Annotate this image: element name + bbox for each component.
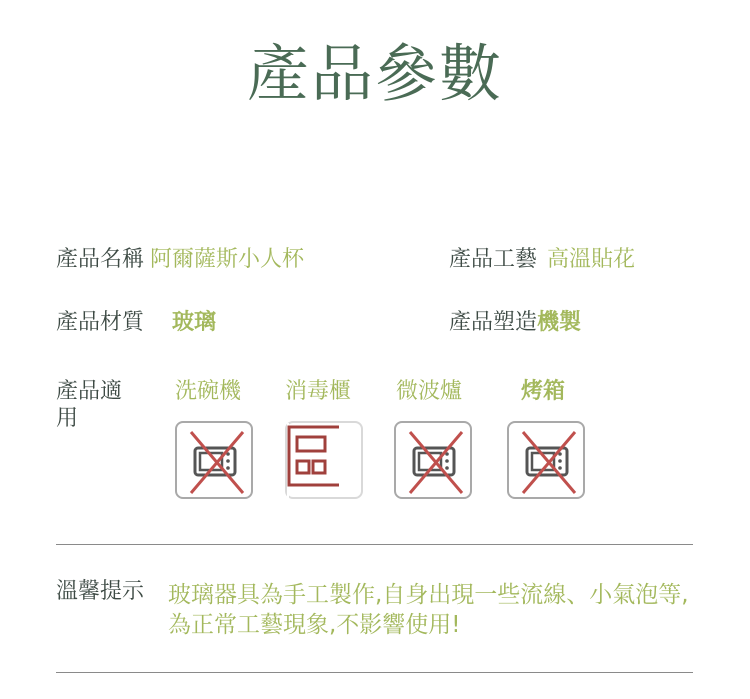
param-craft-row — [449, 246, 635, 274]
param-material-label: 產品材質 — [56, 310, 145, 335]
usage-label: 產品適用 — [56, 379, 123, 431]
param-name-label: 產品名稱 — [56, 247, 145, 272]
param-material-value: 玻璃 — [172, 310, 217, 335]
param-shaping-row — [449, 309, 581, 337]
param-shaping-label: 產品塑造 — [449, 310, 538, 335]
cabinet-icon — [285, 421, 363, 499]
usage-item-dishwasher: 洗碗機 — [175, 379, 242, 404]
microwave-not-allowed-icon — [394, 421, 472, 499]
param-name-row — [56, 246, 304, 274]
usage-item-sterilizer: 消毒櫃 — [285, 379, 352, 404]
tips-text: 玻璃器具為手工製作,自身出現一些流線、小氣泡等,為正常工藝現象,不影響使用! — [168, 582, 689, 638]
usage-item-microwave: 微波爐 — [396, 379, 463, 404]
param-name-value: 阿爾薩斯小人杯 — [150, 247, 305, 272]
page-title: 產品參數 — [246, 37, 503, 110]
param-craft-value: 高溫貼花 — [547, 247, 636, 272]
divider-bottom — [56, 672, 693, 673]
dishwasher-not-allowed-icon — [175, 421, 253, 499]
oven-not-allowed-icon — [507, 421, 585, 499]
tips-label: 溫馨提示 — [56, 579, 145, 604]
param-shaping-value: 機製 — [537, 310, 582, 335]
param-material-row — [56, 309, 216, 337]
divider-top — [56, 544, 693, 545]
param-craft-label: 產品工藝 — [449, 247, 538, 272]
usage-item-oven: 烤箱 — [521, 379, 566, 404]
